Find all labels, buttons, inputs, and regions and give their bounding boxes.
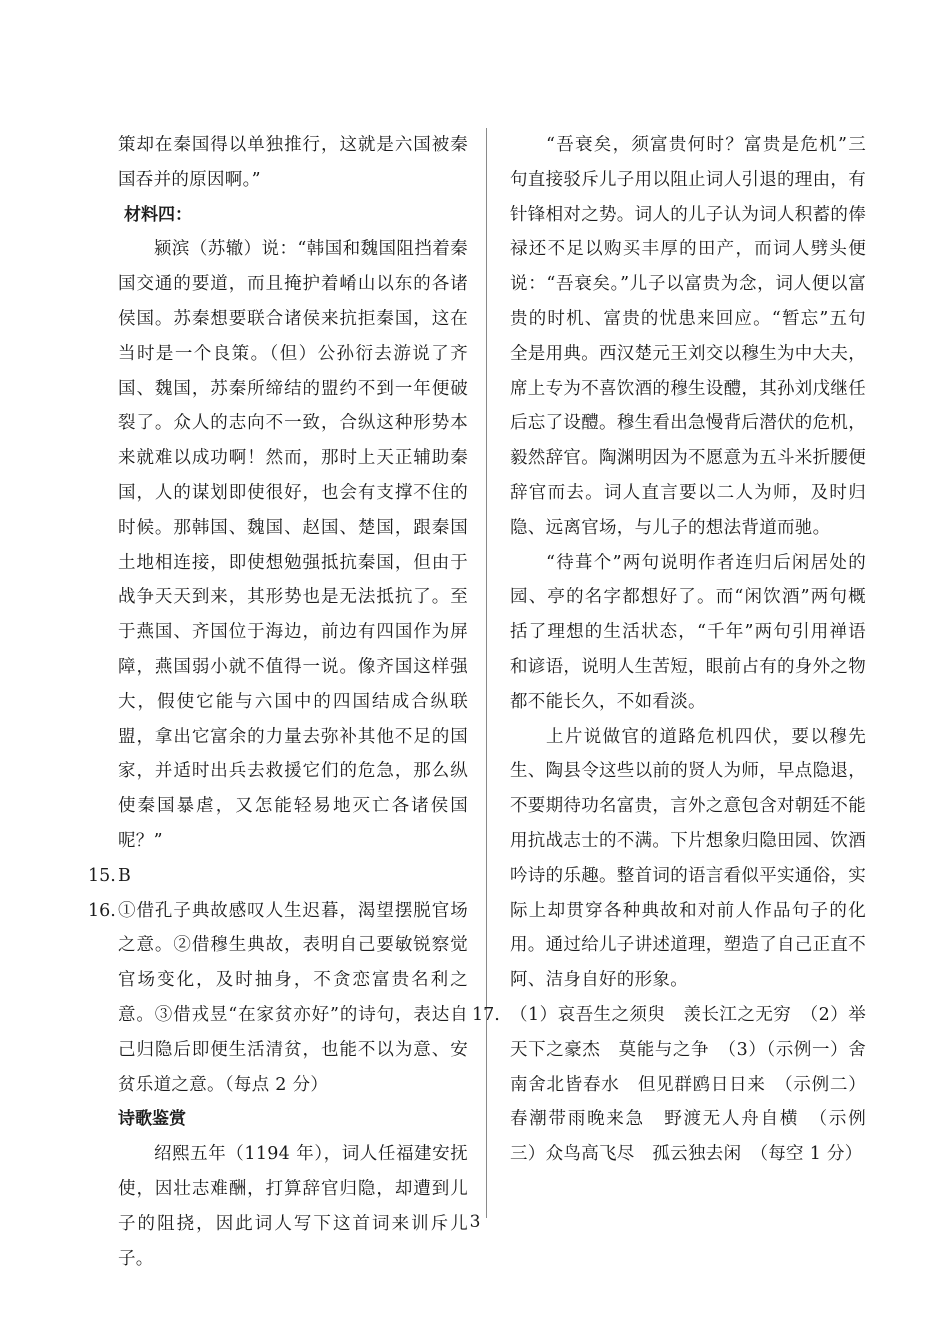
question-15 (88, 859, 468, 894)
question-16-answer: ①借孔子典故感叹人生迟暮，渴望摆脱官场之意。②借穆生典故，表明自己要敏锐察觉官场变化，及时抽身，不贪恋富贵名利之意。③借戎昱“在家贫亦好”的诗句，表达自己归隐后即便生活清贫，也能不以为意、安贫乐道之意。（每点 2 分） (118, 900, 468, 1095)
right-paragraph-2: “待葺个”两句说明作者连归后闲居处的园、亭的名字都想好了。而“闲饮酒”两句概括了理想的生活状态，“千年”两句引用禅语和谚语，说明人生苦短，眼前占有的身外之物都不能长久，不如看淡。 (510, 552, 866, 712)
question-17-number: 17. (472, 1004, 500, 1025)
right-paragraph-3: 上片说做官的道路危机四伏，要以穆先生、陶县令这些以前的贤人为师，早点隐退，不要期待功名富贵，言外之意包含对朝廷不能用抗战志士的不满。下片想象归隐田园、饮酒吟诗的乐趣。整首词的语言看似平实通俗，实际上却贯穿各种典故和对前人作品句子的化用。通过给儿子讲述道理，塑造了自己正直不阿、洁身自好的形象。 (510, 726, 866, 991)
question-16-number: 16. (88, 900, 116, 921)
material-four-heading: 材料四： (124, 204, 192, 225)
right-column (472, 128, 866, 1172)
question-15-number: 15. (88, 865, 116, 886)
left-paragraph-2: 颍滨（苏辙）说：“韩国和魏国阻挡着秦国交通的要道，而且掩护着崤山以东的各诸侯国。苏秦想要联合诸侯来抗拒秦国，这在当时是一个良策。（但）公孙衍去游说了齐国、魏国，苏秦所缔结的盟约不到一年便破裂了。众人的志向不一致，合纵这种形势本来就难以成功啊！然而，那时上天正辅助秦国，人的谋划即使很好，也会有支撑不住的时候。那韩国、魏国、赵国、楚国，跟秦国土地相连接，即使想勉强抵抗秦国，但由于战争天天到来，其形势也是无法抵抗了。至于燕国、齐国位于海边，前边有四国作为屏障，燕国弱小就不值得一说。像齐国这样强大，假使它能与六国中的四国结成合纵联盟，拿出它富余的力量去弥补其他不足的国家，并适时出兵去救援它们的危急，那么纵使秦国暴虐，又怎能轻易地灭亡各诸侯国呢？” (118, 239, 468, 851)
question-17-answer: （1）哀吾生之须臾 羡长江之无穷 （2）举天下之豪杰 莫能与之争 （3）（示例一）舍南舍北皆春水 但见群鸥日日来 （示例二）春潮带雨晚来急 野渡无人舟自横 （示例三）众鸟高飞尽 孤云独去闲 （每空 1 分） (510, 1004, 866, 1165)
left-column (88, 128, 468, 1276)
left-paragraph-1: 策却在秦国得以单独推行，这就是六国被秦国吞并的原因啊。” (118, 135, 468, 190)
question-16 (88, 894, 468, 1103)
question-15-answer: B (118, 865, 132, 886)
right-paragraph-1: “吾衰矣，须富贵何时？富贵是危机”三句直接驳斥儿子用以阻止词人引退的理由，有针锋相对之势。词人的儿子认为词人积蓄的俸禄还不足以购买丰厚的田产，而词人劈头便说：“吾衰矣。”儿子以富贵为念，词人便以富贵的时机、富贵的忧患来回应。“暂忘”五句全是用典。西汉楚元王刘交以穆生为中大夫，席上专为不喜饮酒的穆生设醴，其孙刘戊继任后忘了设醴。穆生看出急慢背后潜伏的危机，毅然辞官。陶渊明因为不愿意为五斗米折腰便辞官而去。词人直言要以二人为师，及时归隐、远离官场，与儿子的想法背道而驰。 (510, 135, 866, 538)
question-17 (472, 998, 866, 1172)
poetry-appreciation-heading: 诗歌鉴赏 (118, 1109, 186, 1130)
page-number: 3 (469, 1212, 481, 1232)
left-paragraph-3: 绍熙五年（1194 年），词人任福建安抚使，因壮志难酬，打算辞官归隐，却遭到儿子的阻挠，因此词人写下这首词来训斥儿子。 (118, 1144, 468, 1269)
